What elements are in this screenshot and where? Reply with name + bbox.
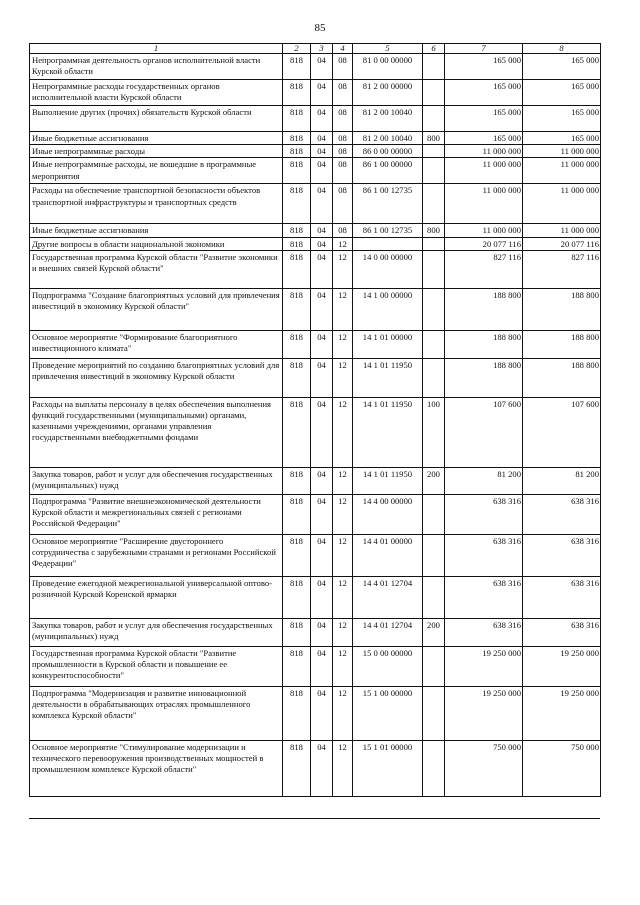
section-code: 04 xyxy=(311,467,333,494)
table-row xyxy=(30,740,601,796)
subsection-code: 12 xyxy=(333,250,353,288)
expense-type-code xyxy=(423,54,445,80)
ministry-code: 818 xyxy=(283,618,311,646)
budget-item-name: Иные непрограммные расходы, не вошедшие в программные мероприятия xyxy=(30,158,283,184)
subsection-code: 12 xyxy=(333,467,353,494)
budget-item-name: Закупка товаров, работ и услуг для обеспечения государственных (муниципальных) нужд xyxy=(30,618,283,646)
expense-type-code: 800 xyxy=(423,224,445,237)
table-row xyxy=(30,145,601,158)
subsection-code: 12 xyxy=(333,358,353,397)
subsection-code: 08 xyxy=(333,132,353,145)
section-code: 04 xyxy=(311,132,333,145)
section-code: 04 xyxy=(311,106,333,132)
amount-year-1: 19 250 000 xyxy=(445,686,523,740)
table-row xyxy=(30,132,601,145)
target-article-code: 86 1 00 12735 xyxy=(353,184,423,224)
target-article-code: 81 0 00 00000 xyxy=(353,54,423,80)
budget-item-name: Расходы на обеспечение транспортной безопасности объектов транспортной инфраструктуры и транспортных средств xyxy=(30,184,283,224)
table-row xyxy=(30,250,601,288)
ministry-code: 818 xyxy=(283,740,311,796)
amount-year-2: 638 316 xyxy=(523,618,601,646)
subsection-code: 12 xyxy=(333,237,353,250)
subsection-code: 12 xyxy=(333,740,353,796)
ministry-code: 818 xyxy=(283,330,311,358)
target-article-code: 14 1 00 00000 xyxy=(353,288,423,330)
table-row xyxy=(30,237,601,250)
target-article-code: 14 4 01 00000 xyxy=(353,534,423,576)
table-row xyxy=(30,106,601,132)
target-article-code: 14 1 01 00000 xyxy=(353,330,423,358)
column-number: 3 xyxy=(311,44,333,54)
ministry-code: 818 xyxy=(283,358,311,397)
target-article-code: 14 1 01 11950 xyxy=(353,467,423,494)
amount-year-2: 827 116 xyxy=(523,250,601,288)
budget-item-name: Проведение мероприятий по созданию благоприятных условий для привлечения инвестиций в экономику Курской области xyxy=(30,358,283,397)
column-number-row xyxy=(30,44,601,54)
section-code: 04 xyxy=(311,184,333,224)
ministry-code: 818 xyxy=(283,397,311,467)
target-article-code: 15 0 00 00000 xyxy=(353,646,423,686)
budget-item-name: Непрограммные расходы государственных органов исполнительной власти Курской области xyxy=(30,80,283,106)
subsection-code: 12 xyxy=(333,646,353,686)
section-code: 04 xyxy=(311,618,333,646)
subsection-code: 12 xyxy=(333,686,353,740)
table-row xyxy=(30,54,601,80)
table-row xyxy=(30,397,601,467)
section-code: 04 xyxy=(311,576,333,618)
ministry-code: 818 xyxy=(283,288,311,330)
section-code: 04 xyxy=(311,288,333,330)
amount-year-2: 19 250 000 xyxy=(523,646,601,686)
amount-year-1: 81 200 xyxy=(445,467,523,494)
amount-year-1: 11 000 000 xyxy=(445,184,523,224)
amount-year-2: 19 250 000 xyxy=(523,686,601,740)
amount-year-1: 19 250 000 xyxy=(445,646,523,686)
budget-item-name: Основное мероприятие "Формирование благоприятного инвестиционного климата" xyxy=(30,330,283,358)
section-code: 04 xyxy=(311,237,333,250)
expense-type-code xyxy=(423,288,445,330)
expense-type-code xyxy=(423,686,445,740)
budget-item-name: Проведение ежегодной межрегиональной универсальной оптово-розничной Курской Коренской ярмарки xyxy=(30,576,283,618)
expense-type-code xyxy=(423,534,445,576)
amount-year-2: 20 077 116 xyxy=(523,237,601,250)
expense-type-code xyxy=(423,646,445,686)
section-code: 04 xyxy=(311,686,333,740)
amount-year-2: 638 316 xyxy=(523,576,601,618)
target-article-code: 86 1 00 12735 xyxy=(353,224,423,237)
budget-item-name: Закупка товаров, работ и услуг для обеспечения государственных (муниципальных) нужд xyxy=(30,467,283,494)
amount-year-1: 827 116 xyxy=(445,250,523,288)
target-article-code: 14 1 01 11950 xyxy=(353,397,423,467)
amount-year-2: 188 800 xyxy=(523,358,601,397)
amount-year-2: 750 000 xyxy=(523,740,601,796)
table-row xyxy=(30,330,601,358)
budget-item-name: Подпрограмма "Развитие внешнеэкономической деятельности Курской области и межрегиональных связей с регионами Российской Федерации" xyxy=(30,494,283,534)
amount-year-1: 165 000 xyxy=(445,132,523,145)
target-article-code: 86 0 00 00000 xyxy=(353,145,423,158)
ministry-code: 818 xyxy=(283,494,311,534)
amount-year-1: 638 316 xyxy=(445,576,523,618)
column-number: 2 xyxy=(283,44,311,54)
subsection-code: 12 xyxy=(333,397,353,467)
subsection-code: 12 xyxy=(333,576,353,618)
expense-type-code xyxy=(423,330,445,358)
budget-item-name: Подпрограмма "Модернизация и развитие инновационной деятельности в обрабатывающих отраслях промышленного комплекса Курской области" xyxy=(30,686,283,740)
section-code: 04 xyxy=(311,330,333,358)
subsection-code: 08 xyxy=(333,80,353,106)
amount-year-2: 165 000 xyxy=(523,106,601,132)
subsection-code: 08 xyxy=(333,145,353,158)
amount-year-1: 638 316 xyxy=(445,494,523,534)
amount-year-1: 165 000 xyxy=(445,54,523,80)
column-number: 7 xyxy=(445,44,523,54)
budget-item-name: Основное мероприятие "Расширение двустороннего сотрудничества с зарубежными странами и регионами Российской Федерации" xyxy=(30,534,283,576)
table-row xyxy=(30,534,601,576)
column-number: 6 xyxy=(423,44,445,54)
expense-type-code: 200 xyxy=(423,467,445,494)
budget-item-name: Государственная программа Курской области "Развитие экономики и внешних связей Курской области" xyxy=(30,250,283,288)
amount-year-1: 107 600 xyxy=(445,397,523,467)
amount-year-1: 638 316 xyxy=(445,534,523,576)
expense-type-code: 800 xyxy=(423,132,445,145)
budget-item-name: Расходы на выплаты персоналу в целях обеспечения выполнения функций государственными (муниципальными) органами, казенными учреждениями, органами управления государственными внебюджетными фондами xyxy=(30,397,283,467)
target-article-code: 14 0 00 00000 xyxy=(353,250,423,288)
section-code: 04 xyxy=(311,397,333,467)
section-code: 04 xyxy=(311,494,333,534)
table-row xyxy=(30,358,601,397)
ministry-code: 818 xyxy=(283,467,311,494)
amount-year-2: 188 800 xyxy=(523,288,601,330)
amount-year-2: 107 600 xyxy=(523,397,601,467)
amount-year-1: 11 000 000 xyxy=(445,145,523,158)
ministry-code: 818 xyxy=(283,576,311,618)
expense-type-code xyxy=(423,576,445,618)
ministry-code: 818 xyxy=(283,224,311,237)
budget-item-name: Иные бюджетные ассигнования xyxy=(30,132,283,145)
amount-year-2: 11 000 000 xyxy=(523,224,601,237)
table-row xyxy=(30,467,601,494)
target-article-code: 86 1 00 00000 xyxy=(353,158,423,184)
target-article-code: 15 1 01 00000 xyxy=(353,740,423,796)
expense-type-code xyxy=(423,250,445,288)
expense-type-code xyxy=(423,106,445,132)
budget-item-name: Выполнение других (прочих) обязательств Курской области xyxy=(30,106,283,132)
section-code: 04 xyxy=(311,250,333,288)
table-row xyxy=(30,494,601,534)
amount-year-1: 165 000 xyxy=(445,106,523,132)
table-row xyxy=(30,618,601,646)
budget-item-name: Непрограммная деятельность органов исполнительной власти Курской области xyxy=(30,54,283,80)
amount-year-1: 20 077 116 xyxy=(445,237,523,250)
expense-type-code xyxy=(423,358,445,397)
subsection-code: 08 xyxy=(333,54,353,80)
target-article-code: 81 2 00 00000 xyxy=(353,80,423,106)
subsection-code: 08 xyxy=(333,158,353,184)
section-code: 04 xyxy=(311,646,333,686)
budget-item-name: Подпрограмма "Создание благоприятных условий для привлечения инвестиций в экономику Курской области" xyxy=(30,288,283,330)
amount-year-1: 188 800 xyxy=(445,288,523,330)
section-code: 04 xyxy=(311,358,333,397)
amount-year-2: 188 800 xyxy=(523,330,601,358)
section-code: 04 xyxy=(311,145,333,158)
amount-year-2: 11 000 000 xyxy=(523,145,601,158)
target-article-code: 15 1 00 00000 xyxy=(353,686,423,740)
ministry-code: 818 xyxy=(283,80,311,106)
ministry-code: 818 xyxy=(283,132,311,145)
expense-type-code: 200 xyxy=(423,618,445,646)
ministry-code: 818 xyxy=(283,54,311,80)
amount-year-1: 638 316 xyxy=(445,618,523,646)
ministry-code: 818 xyxy=(283,237,311,250)
table-row xyxy=(30,158,601,184)
amount-year-1: 11 000 000 xyxy=(445,158,523,184)
table-row xyxy=(30,646,601,686)
amount-year-1: 165 000 xyxy=(445,80,523,106)
ministry-code: 818 xyxy=(283,686,311,740)
ministry-code: 818 xyxy=(283,184,311,224)
amount-year-2: 638 316 xyxy=(523,494,601,534)
subsection-code: 08 xyxy=(333,224,353,237)
expense-type-code xyxy=(423,184,445,224)
target-article-code: 81 2 00 10040 xyxy=(353,132,423,145)
budget-table xyxy=(29,43,601,797)
table-row xyxy=(30,576,601,618)
section-code: 04 xyxy=(311,80,333,106)
target-article-code: 14 4 01 12704 xyxy=(353,576,423,618)
amount-year-2: 165 000 xyxy=(523,80,601,106)
ministry-code: 818 xyxy=(283,646,311,686)
budget-item-name: Другие вопросы в области национальной экономики xyxy=(30,237,283,250)
section-code: 04 xyxy=(311,534,333,576)
ministry-code: 818 xyxy=(283,106,311,132)
column-number: 8 xyxy=(523,44,601,54)
amount-year-1: 188 800 xyxy=(445,358,523,397)
table-row xyxy=(30,224,601,237)
subsection-code: 12 xyxy=(333,330,353,358)
expense-type-code xyxy=(423,145,445,158)
subsection-code: 12 xyxy=(333,494,353,534)
target-article-code xyxy=(353,237,423,250)
amount-year-1: 188 800 xyxy=(445,330,523,358)
section-code: 04 xyxy=(311,740,333,796)
subsection-code: 12 xyxy=(333,288,353,330)
table-row xyxy=(30,288,601,330)
column-number: 5 xyxy=(353,44,423,54)
amount-year-1: 750 000 xyxy=(445,740,523,796)
budget-item-name: Государственная программа Курской области "Развитие промышленности в Курской области и повышение ее конкурентоспособности" xyxy=(30,646,283,686)
amount-year-2: 11 000 000 xyxy=(523,184,601,224)
amount-year-1: 11 000 000 xyxy=(445,224,523,237)
target-article-code: 81 2 00 10040 xyxy=(353,106,423,132)
ministry-code: 818 xyxy=(283,145,311,158)
expense-type-code xyxy=(423,158,445,184)
column-number: 4 xyxy=(333,44,353,54)
budget-item-name: Иные бюджетные ассигнования xyxy=(30,224,283,237)
bottom-rule xyxy=(29,818,600,819)
subsection-code: 12 xyxy=(333,534,353,576)
table-row xyxy=(30,184,601,224)
target-article-code: 14 4 01 12704 xyxy=(353,618,423,646)
amount-year-2: 165 000 xyxy=(523,54,601,80)
subsection-code: 12 xyxy=(333,618,353,646)
amount-year-2: 165 000 xyxy=(523,132,601,145)
budget-item-name: Основное мероприятие "Стимулирование модернизации и технического перевооружения производственных мощностей в промышленном комплексе Курской области" xyxy=(30,740,283,796)
subsection-code: 08 xyxy=(333,184,353,224)
column-number: 1 xyxy=(30,44,283,54)
ministry-code: 818 xyxy=(283,158,311,184)
ministry-code: 818 xyxy=(283,534,311,576)
amount-year-2: 638 316 xyxy=(523,534,601,576)
section-code: 04 xyxy=(311,224,333,237)
amount-year-2: 81 200 xyxy=(523,467,601,494)
budget-item-name: Иные непрограммные расходы xyxy=(30,145,283,158)
section-code: 04 xyxy=(311,158,333,184)
expense-type-code xyxy=(423,80,445,106)
expense-type-code xyxy=(423,237,445,250)
page-number: 85 xyxy=(314,22,326,34)
table-row xyxy=(30,686,601,740)
section-code: 04 xyxy=(311,54,333,80)
amount-year-2: 11 000 000 xyxy=(523,158,601,184)
target-article-code: 14 1 01 11950 xyxy=(353,358,423,397)
ministry-code: 818 xyxy=(283,250,311,288)
target-article-code: 14 4 00 00000 xyxy=(353,494,423,534)
table-row xyxy=(30,80,601,106)
subsection-code: 08 xyxy=(333,106,353,132)
expense-type-code: 100 xyxy=(423,397,445,467)
expense-type-code xyxy=(423,494,445,534)
expense-type-code xyxy=(423,740,445,796)
